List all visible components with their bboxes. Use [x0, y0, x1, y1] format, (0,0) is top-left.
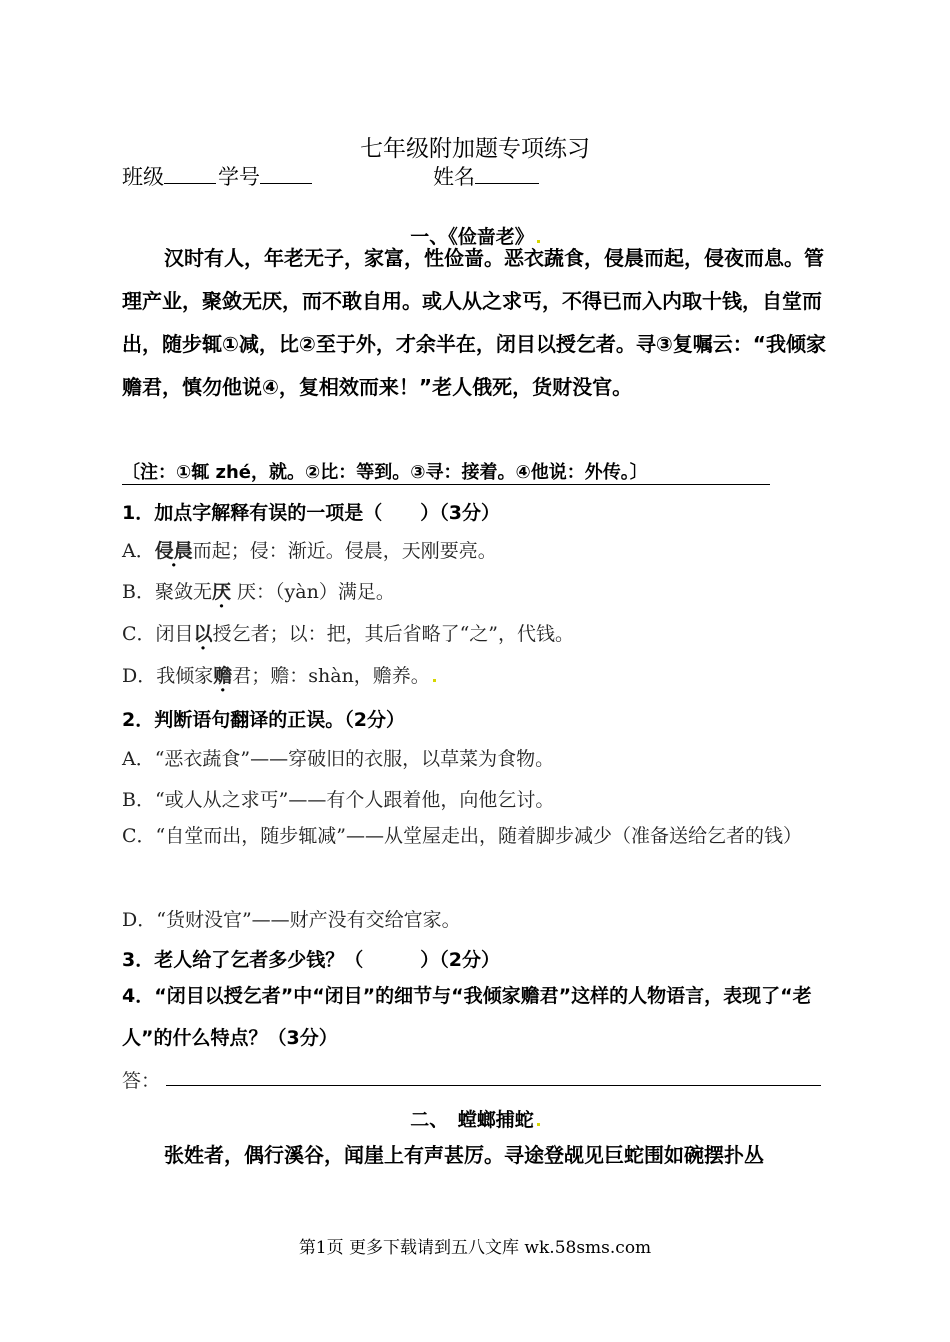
- q2-option-a: A．“恶衣蔬食”——穿破旧的衣服，以草菜为食物。: [122, 748, 555, 770]
- passage-text: 张姓者，偶行溪谷，闻崖上有声甚厉。寻途登觇见巨蛇围如碗摆扑丛: [164, 1143, 764, 1167]
- q2-option-c: C．“自堂而出，随步辄减”——从堂屋走出，随着脚步减少（准备送给乞者的钱）: [122, 825, 802, 847]
- question-1: 1．加点字解释有误的一项是（ ）（3分）: [122, 502, 500, 524]
- name-blank: [475, 165, 539, 184]
- q1-option-d: D．我倾家赡君；赡：shàn，赡养。: [122, 661, 436, 688]
- notes: 〔注：①辄 zhé，就。②比：等到。③寻：接着。④他说：外传。〕: [122, 458, 770, 485]
- question-3: 3．老人给了乞者多少钱？（ ）（2分）: [122, 949, 500, 971]
- name-field: [433, 161, 539, 191]
- section1-passage: [122, 237, 834, 409]
- section2-passage: [122, 1134, 834, 1177]
- class-label: 班级: [122, 165, 164, 189]
- number-blank: [260, 165, 312, 184]
- answer-line: [166, 1085, 821, 1086]
- q1-option-a: A．侵晨而起；侵：渐近。侵晨，天刚要亮。: [122, 540, 497, 562]
- class-blank: [164, 165, 216, 184]
- dotted-word: 赡: [213, 665, 233, 687]
- section2-title: 二、 螳螂捕蛇: [0, 1105, 950, 1132]
- q1-option-b: B．聚敛无厌 厌：（yàn）满足。: [122, 581, 395, 603]
- dotted-word: 侵晨: [154, 540, 193, 562]
- question-2: 2．判断语句翻译的正误。（2分）: [122, 709, 405, 731]
- q2-option-b: B．“或人从之求丐”——有个人跟着他，向他乞讨。: [122, 789, 555, 811]
- class-field: [122, 161, 216, 191]
- marker-dot: [433, 679, 436, 682]
- page-title: 七年级附加题专项练习: [360, 136, 590, 162]
- q1-option-c: C．闭目以授乞者；以：把，其后省略了“之”，代钱。: [122, 623, 574, 645]
- name-label: 姓名: [433, 165, 475, 189]
- dotted-word: 以: [193, 623, 213, 645]
- number-field: [218, 161, 312, 191]
- answer-label: 答：: [122, 1070, 161, 1092]
- q2-option-d: D．“货财没官”——财产没有交给官家。: [122, 909, 461, 931]
- question-4: 4．“闭目以授乞者”中“闭目”的细节与“我倾家赡君”这样的人物语言，表现了“老人”的什么特点？（3分）: [122, 985, 812, 1049]
- number-label: 学号: [218, 165, 260, 189]
- passage-text: 汉时有人，年老无子，家富，性俭啬。恶衣蔬食，侵晨而起，侵夜而息。管理产业，聚敛无厌，而不敢自用。或人从之求丐，不得已而入内取十钱，自堂而出，随步辄①减，比②至于外，才余半在，闭目以授乞者。寻③复嘱云：“我倾家赡君，慎勿他说④，复相效而来！”老人俄死，货财没官。: [122, 246, 826, 399]
- page-footer: 第1页 更多下载请到五八文库 wk.58sms.com: [298, 1238, 652, 1258]
- dotted-word: 厌: [211, 581, 231, 603]
- section1-title: 一、《俭啬老》: [0, 222, 950, 249]
- marker-dot: [537, 1123, 540, 1126]
